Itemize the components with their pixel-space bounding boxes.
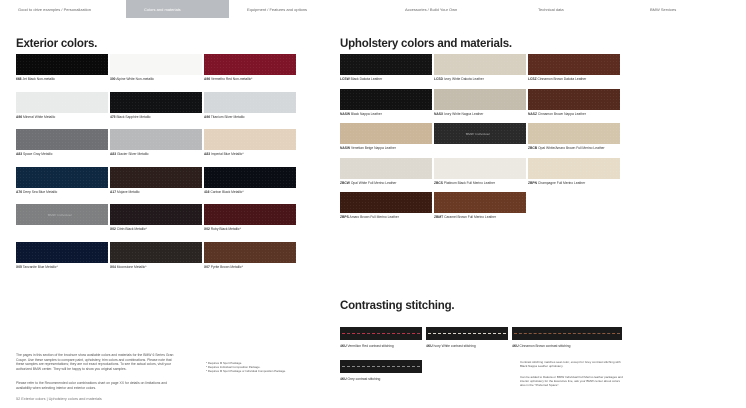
color-label (434, 215, 496, 219)
color-swatch (340, 123, 432, 144)
individual-badge: BMW Individual (466, 131, 490, 136)
color-label (110, 115, 151, 119)
color-swatch (16, 92, 108, 113)
color-label (204, 190, 244, 194)
color-code: NASW (340, 146, 351, 150)
exterior-title: Exterior colors. (16, 38, 98, 50)
color-swatch (434, 158, 526, 179)
color-label (16, 265, 58, 269)
color-name: Pyrite Brown Metallic* (210, 264, 243, 269)
color-name: Amaro Brown Full Merino Leather (349, 215, 399, 219)
color-swatch (204, 129, 296, 150)
color-name: Black Dakota Leather (350, 77, 383, 81)
color-code: ZBMT (434, 215, 444, 219)
color-code: ZBCS (434, 180, 443, 185)
stitching-label: 4KU Cinnamon Brown contrast stitching (512, 344, 571, 348)
stitching-note-2: Can be added to Dakota or BMW Individual Full Merino leather packages and interior upholstery for the Executive line, ask your BMW center about colors also in the "Preferred Space". (520, 375, 623, 387)
intro-note: The pages in this section of the brochure show available colors and materials for the BMW 6 Series Gran Coupe. Use these samples to compare paint, upholstery, trim colors and combinations. Please note that these samples are representations; they are not exact reproductions. To see the actual colors, visit your authorized BMW center. They will be happy to show you original samples. (16, 353, 174, 371)
color-swatch (110, 54, 202, 75)
color-code: ZBCW (340, 180, 350, 185)
color-swatch (204, 242, 296, 263)
tab-technical-data[interactable] (520, 0, 632, 18)
color-name: Citrin Black Metallic* (116, 227, 147, 231)
color-swatch (340, 54, 432, 75)
stitching-swatch (340, 360, 422, 373)
color-label (16, 190, 57, 194)
color-code: 300 (110, 77, 116, 81)
color-code: A83 (110, 152, 117, 156)
stitching-note: Contrast stitching matches seat color, except for Grey contrast stitching with Black Nappa Leather upholstery. (520, 360, 621, 368)
color-code: LCSZ (528, 77, 537, 81)
color-code: NASW (340, 111, 351, 116)
footnote: * Requires M Sport Package. (206, 361, 243, 365)
intro-note-2: Please refer to the Recommended color combinations chart on page XX for details on limitations and availability when selecting interior and exterior colors. (16, 381, 167, 390)
color-label (16, 115, 55, 119)
color-swatch (204, 204, 296, 225)
color-name: Champagne Full Merino Leather (537, 180, 586, 185)
color-name: Black Sapphire Metallic (116, 114, 151, 119)
color-name: Alpine White Non-metallic (116, 77, 154, 81)
color-label (340, 215, 399, 219)
stitching-label: 4KU Ivory White contrast stitching (426, 344, 476, 348)
color-code: X04 (110, 264, 116, 269)
color-code: ZBPS (340, 215, 349, 219)
color-code: 668 (16, 77, 22, 81)
color-name: Space Gray Metallic (22, 152, 53, 156)
tab-equipment[interactable] (229, 0, 387, 18)
color-name: Opal White Full Merino Leather (350, 180, 397, 185)
tab-personalization[interactable] (0, 0, 126, 18)
tab-label: Equipment / Features and options (247, 6, 308, 12)
color-name: Opal White/Amaro Brown Full Merino Leather (538, 146, 605, 150)
color-label (110, 77, 154, 81)
color-swatch (528, 123, 620, 144)
footnote: * Requires Individual Composition Package. (206, 364, 261, 369)
stitching-label: 4KU Vermilion Red contrast stitching (340, 344, 394, 348)
color-swatch (434, 89, 526, 110)
color-code: A96 (204, 114, 211, 119)
color-name: Ivory White Nappa Leather (444, 111, 484, 116)
footnotes (206, 362, 316, 373)
color-label (204, 115, 245, 119)
color-code: LCSD (434, 77, 443, 81)
color-swatch (16, 167, 108, 188)
color-name: Platinum Black Full Merino Leather (443, 180, 496, 185)
tab-bmw-services[interactable] (632, 0, 746, 18)
color-label (528, 77, 586, 81)
color-name: Ruby Black Metallic* (210, 227, 241, 231)
color-swatch (434, 192, 526, 213)
color-name: Glacier Silver Metallic (116, 152, 149, 156)
footnote: * Requires M Sport Package or Individual Composition Package. (206, 368, 286, 373)
individual-badge: BMW Individual (48, 212, 72, 217)
color-label (340, 181, 396, 185)
color-code: X07 (204, 264, 210, 269)
color-swatch (340, 192, 432, 213)
color-code: A17 (110, 189, 117, 194)
color-swatch (110, 167, 202, 188)
page-reference: 52 Exterior colors | Upholstery colors and materials (16, 397, 102, 401)
color-name: Moonstone Metallic* (116, 264, 147, 269)
stitching-title: Contrasting stitching. (340, 300, 455, 312)
color-swatch (528, 89, 620, 110)
color-code: NASX (434, 111, 444, 116)
tab-label: Colors and materials (144, 6, 181, 12)
color-label (204, 265, 243, 269)
color-name: Caramel Brown Full Merino Leather (444, 215, 497, 219)
color-swatch (204, 54, 296, 75)
color-swatch (110, 92, 202, 113)
color-code: X05 (16, 264, 22, 269)
stitching-label: 4KU Grey contrast stitching (340, 377, 381, 381)
color-name: Carbon Black Metallic* (210, 189, 244, 194)
color-swatch (528, 158, 620, 179)
color-label (434, 77, 484, 81)
color-code: A96 (204, 77, 211, 81)
top-nav (0, 0, 677, 18)
color-name: Cinnamon Brown Dakota Leather (537, 77, 587, 81)
color-name: Mineral White Metallic (22, 114, 56, 119)
color-swatch (528, 54, 620, 75)
tab-label: Good to drive examples / Personalization (18, 6, 91, 12)
upholstery-title: Upholstery colors and materials. (340, 38, 512, 50)
color-label (16, 77, 55, 81)
color-name: Deep Sea Blue Metallic (22, 189, 58, 194)
color-name: Mojave Metallic (116, 189, 140, 194)
color-code: A83 (16, 152, 23, 156)
color-name: Cinnamon Brown Nappa Leather (537, 111, 586, 116)
tab-label: Technical data (538, 6, 564, 12)
color-swatch (16, 54, 108, 75)
tab-colors-materials[interactable] (126, 0, 229, 18)
color-swatch (204, 167, 296, 188)
color-code: ZBPN (528, 180, 537, 185)
color-name: Jet Black Non-metallic (22, 77, 56, 81)
color-label (16, 152, 52, 156)
color-label (528, 181, 585, 185)
color-name: Imperial Blue Metallic* (210, 152, 244, 156)
color-swatch (110, 242, 202, 263)
color-code: LCSW (340, 77, 350, 81)
color-label (340, 77, 382, 81)
color-code: NASZ (528, 111, 537, 116)
color-name: Venetian Beige Nappa Leather (351, 146, 396, 150)
color-name: Ivory White Dakota Leather (443, 77, 484, 81)
color-name: Black Nappa Leather (351, 111, 382, 116)
color-label (110, 152, 149, 156)
color-code: 416 (204, 189, 210, 194)
color-label (204, 227, 241, 231)
color-code: A83 (204, 152, 211, 156)
color-swatch (340, 158, 432, 179)
color-swatch (434, 54, 526, 75)
stitching-swatch (426, 327, 508, 340)
color-name: Vermelho Red Non-metallic* (210, 77, 253, 81)
stitching-swatch (512, 327, 622, 340)
color-label (204, 152, 244, 156)
color-label (434, 181, 495, 185)
color-label (110, 190, 140, 194)
color-label (340, 112, 382, 116)
color-name: Tanzanite Blue Metallic* (22, 264, 58, 269)
stitching-swatch (340, 327, 422, 340)
color-label (110, 227, 147, 231)
color-code: A96 (16, 114, 23, 119)
color-swatch (204, 92, 296, 113)
color-swatch (110, 204, 202, 225)
color-label (110, 265, 146, 269)
color-label (204, 77, 252, 81)
color-label (528, 112, 586, 116)
color-label (434, 112, 483, 116)
color-name: Titanium Silver Metallic (210, 114, 245, 119)
color-label (340, 146, 396, 150)
color-swatch (16, 129, 108, 150)
color-swatch (16, 242, 108, 263)
tab-label: BMW Services (650, 6, 677, 12)
color-code: ZBCB (528, 146, 538, 150)
color-code: 475 (110, 114, 116, 119)
color-code: X02 (110, 227, 116, 231)
tab-label: Accessories / Build Your Own (405, 6, 458, 12)
color-swatch (340, 89, 432, 110)
color-label (528, 146, 605, 150)
tab-accessories[interactable] (387, 0, 520, 18)
color-code: X02 (204, 227, 210, 231)
color-code: A76 (16, 189, 23, 194)
color-swatch (110, 129, 202, 150)
